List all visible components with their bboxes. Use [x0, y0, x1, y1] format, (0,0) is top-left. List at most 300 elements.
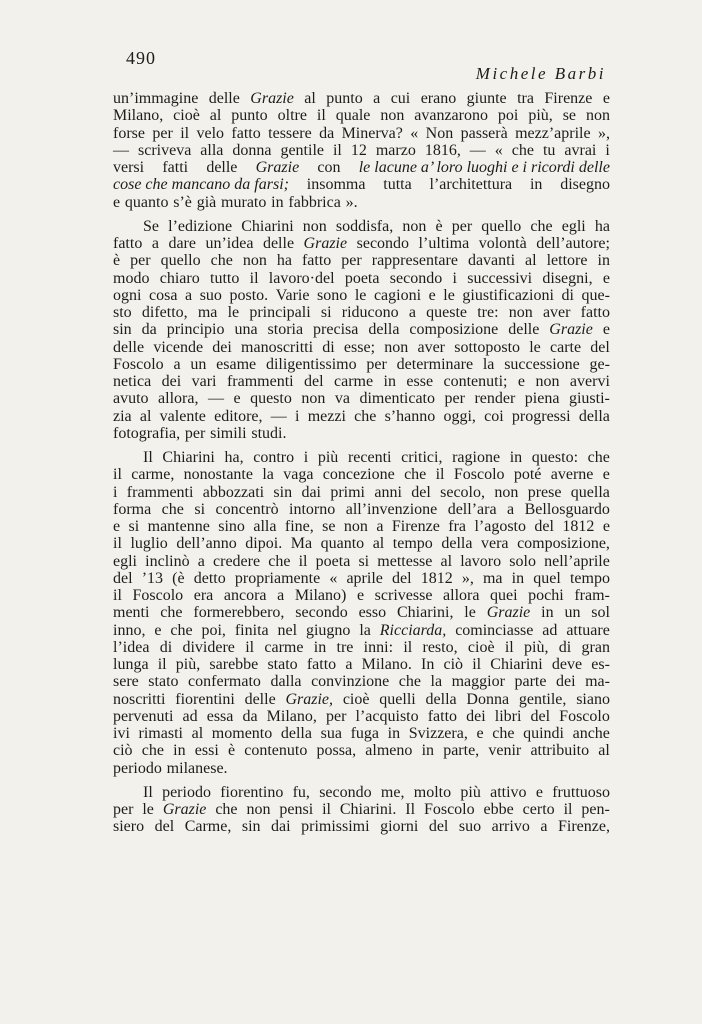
- word: Grazie: [250, 90, 294, 107]
- word: in: [313, 638, 327, 656]
- word: pochi: [528, 587, 564, 604]
- word: cui: [390, 90, 411, 107]
- word: disegni,: [542, 269, 593, 287]
- word: davanti: [467, 252, 516, 270]
- word: dei: [161, 373, 182, 390]
- word: essa: [206, 707, 234, 725]
- word: esame: [216, 355, 257, 373]
- word: dell’ara: [447, 500, 497, 518]
- word: del: [304, 373, 324, 390]
- word: non: [302, 217, 327, 235]
- word: che: [398, 673, 421, 691]
- word: inclinò: [145, 552, 190, 570]
- word: secondo: [356, 235, 410, 252]
- word: Grazie: [255, 159, 300, 176]
- word: del: [590, 338, 610, 356]
- word: formerebbero,: [193, 604, 285, 622]
- word: avrai: [564, 141, 597, 159]
- word: al: [304, 90, 316, 107]
- word: tre:: [477, 304, 499, 321]
- word: allora: [443, 587, 480, 604]
- word: determinare: [396, 355, 474, 373]
- word: arrivo: [491, 818, 530, 836]
- word: tu: [542, 141, 556, 159]
- text-line: [113, 304, 610, 321]
- word: Firenze,: [557, 818, 610, 836]
- word: un: [564, 604, 581, 622]
- word: della: [368, 321, 400, 339]
- word: studi.: [251, 424, 287, 442]
- word: valente: [159, 407, 206, 425]
- word: «: [410, 124, 419, 142]
- word: mezzi: [307, 407, 346, 425]
- word: sto: [113, 304, 132, 321]
- word: sin: [113, 321, 132, 339]
- text-line: [113, 287, 610, 304]
- word: per: [113, 801, 134, 818]
- word: all’invenzione: [345, 500, 438, 518]
- word: precisa: [313, 321, 359, 339]
- word: carme: [334, 373, 374, 390]
- word: deve: [551, 656, 583, 673]
- word: fram-: [574, 587, 610, 604]
- word: al: [191, 725, 204, 742]
- word: lavoro: [460, 552, 502, 570]
- word: e: [517, 373, 526, 390]
- paragraph-p1: [113, 90, 610, 211]
- word: tempo: [392, 535, 433, 553]
- word: avuto: [113, 390, 149, 408]
- word: per: [444, 390, 465, 408]
- word: fruttuoso: [552, 783, 610, 801]
- word: Il: [143, 783, 153, 801]
- word: que-: [581, 286, 610, 304]
- word: sere: [113, 673, 139, 691]
- text-line: [113, 818, 610, 835]
- word: l’edizione: [168, 217, 233, 235]
- word: un’immagine: [113, 90, 199, 107]
- word: non: [380, 107, 405, 125]
- word: In: [421, 656, 435, 673]
- word: giugno: [305, 621, 351, 639]
- word: giorni: [380, 818, 419, 836]
- word: insomma: [306, 176, 366, 194]
- word: che: [530, 217, 553, 235]
- word: 1812: [420, 569, 453, 587]
- word: un: [190, 355, 207, 373]
- word: scrivesse: [374, 587, 433, 604]
- word: il: [504, 638, 514, 656]
- word: da: [242, 707, 258, 725]
- word: rimasti: [138, 725, 183, 742]
- word: finita: [234, 621, 269, 639]
- text-line: [113, 484, 610, 501]
- word: che: [511, 141, 534, 159]
- word: a: [277, 587, 285, 604]
- word: cioè: [173, 107, 200, 125]
- word: quanto: [320, 535, 365, 553]
- word: non: [508, 304, 533, 321]
- word: Grazie: [162, 801, 207, 818]
- word: le: [443, 286, 455, 304]
- word: murato: [221, 193, 267, 211]
- word: propriamente: [234, 569, 321, 587]
- word: —: [270, 407, 287, 425]
- word: in: [597, 252, 610, 270]
- word: dei: [212, 338, 232, 356]
- word: in: [387, 725, 401, 742]
- word: critici,: [401, 449, 443, 466]
- word: e: [113, 518, 121, 535]
- word: il: [472, 656, 482, 673]
- word: Firenze: [391, 518, 440, 535]
- word: libri: [494, 707, 522, 725]
- word: disegno: [560, 176, 610, 194]
- word: fatto: [301, 252, 332, 270]
- word: i: [452, 269, 457, 287]
- word: Grazie: [486, 604, 531, 622]
- word: le: [227, 304, 240, 321]
- word: questo:: [531, 449, 579, 466]
- word: si: [194, 500, 206, 518]
- word: Grazie: [303, 235, 348, 252]
- word: ma: [482, 569, 503, 587]
- text-line: [113, 449, 610, 466]
- word: erano: [420, 90, 457, 107]
- word: recenti: [347, 449, 392, 466]
- text-line: [113, 708, 610, 725]
- word: ad: [542, 621, 558, 639]
- word: più: [460, 783, 481, 801]
- word: e: [535, 783, 543, 801]
- word: soddisfa,: [335, 217, 394, 235]
- word: che: [492, 725, 515, 742]
- word: più: [317, 449, 339, 466]
- word: cioè: [342, 690, 370, 708]
- word: pervenuti: [113, 707, 174, 725]
- word: sottoposto: [454, 338, 521, 356]
- word: attivo: [490, 783, 527, 801]
- word: poeta: [344, 269, 380, 287]
- word: a: [197, 552, 205, 570]
- word: delle: [208, 90, 240, 107]
- word: in: [421, 742, 435, 760]
- word: Il: [143, 449, 153, 466]
- word: il: [435, 466, 445, 484]
- word: con: [317, 159, 341, 176]
- word: di: [561, 286, 574, 304]
- word: esse: [406, 373, 434, 390]
- word: secondo: [389, 269, 443, 287]
- text-line: [113, 553, 610, 570]
- word: ogni: [113, 286, 142, 304]
- word: quello: [160, 252, 201, 270]
- text-line: [113, 194, 610, 211]
- word: ivi: [113, 725, 130, 742]
- word: le: [464, 604, 476, 622]
- word: e: [476, 725, 484, 742]
- word: modo: [113, 269, 150, 287]
- word: tessere: [268, 124, 312, 142]
- word: ciò: [443, 656, 464, 673]
- word: contenuto: [244, 742, 308, 760]
- word: oggi,: [443, 407, 476, 425]
- word: «: [329, 569, 338, 587]
- word: parte,: [443, 742, 480, 760]
- word: Foscolo: [559, 707, 610, 725]
- text-line: [113, 604, 610, 621]
- word: fine,: [284, 518, 314, 535]
- word: le: [354, 286, 367, 304]
- word: della: [441, 535, 473, 553]
- word: un’idea: [205, 235, 254, 252]
- word: ancora: [223, 587, 267, 604]
- word: secolo,: [440, 483, 485, 501]
- word: Carme,: [184, 818, 232, 836]
- word: per: [152, 124, 173, 142]
- word: che: [268, 552, 291, 570]
- word: al: [372, 535, 385, 553]
- word: Foscolo: [113, 355, 164, 373]
- word: composizione: [409, 321, 499, 339]
- word: della: [280, 725, 312, 742]
- word: »,: [597, 124, 610, 142]
- word: del: [428, 818, 449, 836]
- word: stato: [267, 656, 298, 673]
- word: certo: [522, 801, 555, 818]
- running-head-author: Michele Barbi: [475, 64, 606, 83]
- word: tutto: [210, 269, 240, 287]
- word: che: [210, 252, 233, 270]
- word: dei: [466, 707, 486, 725]
- text-line: [113, 270, 610, 287]
- word: il: [113, 587, 122, 604]
- word: i: [605, 141, 610, 159]
- word: è: [227, 742, 236, 760]
- word: frammenti: [226, 373, 294, 390]
- word: intorno: [289, 500, 336, 518]
- word: donna: [232, 141, 272, 159]
- word: i: [295, 407, 300, 425]
- word: gentile: [280, 141, 324, 159]
- word: il: [180, 124, 190, 142]
- word: dipoi.: [245, 535, 283, 553]
- word: tutta: [383, 176, 412, 194]
- word: egli: [561, 217, 586, 235]
- text-line: [113, 587, 610, 604]
- word: fra: [448, 518, 467, 535]
- word: principio: [166, 321, 225, 339]
- word: piena: [524, 390, 560, 408]
- word: pensi: [279, 801, 314, 818]
- word: secondo: [319, 783, 372, 801]
- word: concezione: [322, 466, 395, 484]
- word: ge-: [589, 355, 610, 373]
- word: suo: [199, 286, 222, 304]
- word: che: [404, 466, 427, 484]
- word: l’acquisto: [355, 707, 419, 725]
- word: al: [209, 107, 222, 125]
- word: e: [154, 621, 162, 639]
- word: attribuito: [530, 742, 590, 760]
- word: aprile: [346, 569, 383, 587]
- text-line: [113, 90, 610, 107]
- word: è: [113, 252, 121, 270]
- word: più,: [524, 638, 549, 656]
- word: successione: [504, 355, 580, 373]
- word: carte: [550, 338, 582, 356]
- word: Il: [405, 801, 416, 818]
- word: Non: [425, 124, 454, 142]
- word: il: [157, 656, 167, 673]
- word: la: [262, 466, 274, 484]
- word: esso: [358, 604, 387, 622]
- word: a: [373, 90, 381, 107]
- word: cosa: [149, 286, 178, 304]
- word: anche: [572, 725, 610, 742]
- word: che: [587, 449, 610, 466]
- word: molto: [413, 783, 452, 801]
- word: periodo: [162, 783, 211, 801]
- word: non: [384, 338, 409, 356]
- word: la: [359, 621, 371, 639]
- word: va: [334, 390, 350, 408]
- word: fatti: [162, 159, 189, 176]
- word: gran: [581, 638, 610, 656]
- word: giustificazioni: [462, 286, 554, 304]
- word: sol: [591, 604, 610, 622]
- word: a: [408, 304, 416, 321]
- word: ’13: [141, 569, 164, 587]
- word: quel: [533, 569, 561, 587]
- word: alla: [200, 141, 224, 159]
- word: sin: [241, 818, 261, 836]
- word: forse: [113, 124, 145, 142]
- word: siero: [113, 818, 145, 836]
- word: posto.: [229, 286, 269, 304]
- word: oltre: [277, 107, 307, 125]
- word: le: [529, 338, 541, 356]
- word: forma: [113, 500, 152, 518]
- word: che: [354, 407, 377, 425]
- word: l’idea: [113, 638, 150, 656]
- word: in: [529, 176, 543, 194]
- word: e: [602, 321, 610, 339]
- word: milanese.: [166, 759, 228, 777]
- word: si: [358, 552, 370, 570]
- word: inno,: [113, 621, 146, 639]
- word: render: [474, 390, 516, 408]
- word: delle: [244, 690, 276, 708]
- word: fabbrica: [288, 193, 341, 211]
- word: da: [141, 321, 157, 339]
- text-line: [113, 742, 610, 759]
- word: fuga: [350, 725, 380, 742]
- word: Chiarini.: [339, 801, 397, 818]
- word: mantenne: [147, 518, 210, 535]
- word: credere: [213, 552, 261, 570]
- text-line: [113, 235, 610, 252]
- word: le: [142, 801, 154, 818]
- word: esse;: [343, 338, 376, 356]
- paragraph-p2: [113, 218, 610, 442]
- word: al: [525, 252, 537, 270]
- word: —: [469, 141, 486, 159]
- word: secondo: [295, 604, 348, 622]
- word: marzo: [375, 141, 416, 159]
- word: venir: [488, 742, 522, 760]
- word: lettore: [546, 252, 588, 270]
- word: Milano,: [113, 107, 164, 125]
- word: luglio: [130, 535, 168, 553]
- word: giusti-: [568, 390, 610, 408]
- word: fu,: [292, 783, 310, 801]
- word: 1816,: [424, 141, 461, 159]
- word: di: [322, 338, 335, 356]
- word: dei: [555, 673, 576, 691]
- word: prese: [527, 483, 562, 501]
- word: me,: [380, 783, 405, 801]
- word: e: [428, 286, 436, 304]
- word: menti: [113, 604, 150, 622]
- text-line: [113, 760, 610, 777]
- text-line: [113, 373, 610, 390]
- word: ragione: [452, 449, 501, 466]
- word: quella: [570, 483, 610, 501]
- word: Varie: [275, 286, 310, 304]
- word: s’è: [173, 193, 192, 211]
- word: Chiarini,: [397, 604, 454, 622]
- word: riducono: [341, 304, 399, 321]
- word: 12: [350, 141, 367, 159]
- word: delle: [113, 338, 145, 356]
- text-line: [113, 639, 610, 656]
- word: in: [383, 373, 396, 390]
- word: averne: [550, 466, 594, 484]
- word: maggior: [451, 673, 505, 691]
- word: editore,: [214, 407, 263, 425]
- word: convinzione: [311, 673, 390, 691]
- word: difetto,: [141, 304, 188, 321]
- word: se: [322, 518, 336, 535]
- text-line: [113, 784, 610, 801]
- word: più,: [175, 656, 201, 673]
- word: che: [161, 500, 184, 518]
- text-line: [113, 142, 610, 159]
- word: a: [185, 286, 193, 304]
- word: diligentissimo: [265, 355, 357, 373]
- text-line: [113, 159, 610, 176]
- word: nonostante: [183, 466, 253, 484]
- word: Chiarini: [241, 217, 294, 235]
- word: lavoro·del: [268, 269, 335, 287]
- word: della: [578, 407, 610, 425]
- word: ma-: [585, 673, 610, 691]
- word: in: [541, 604, 554, 622]
- word: per: [184, 424, 206, 442]
- word: i: [303, 449, 309, 466]
- word: avanzarono: [414, 107, 488, 125]
- word: «: [494, 141, 503, 159]
- word: dell’anno: [176, 535, 237, 553]
- text-line: [113, 622, 610, 639]
- word: primissimi: [301, 818, 370, 836]
- text-line: [113, 125, 610, 142]
- word: in: [511, 569, 525, 587]
- text-line: [113, 252, 610, 269]
- word: parte: [514, 673, 547, 691]
- word: a: [376, 518, 384, 535]
